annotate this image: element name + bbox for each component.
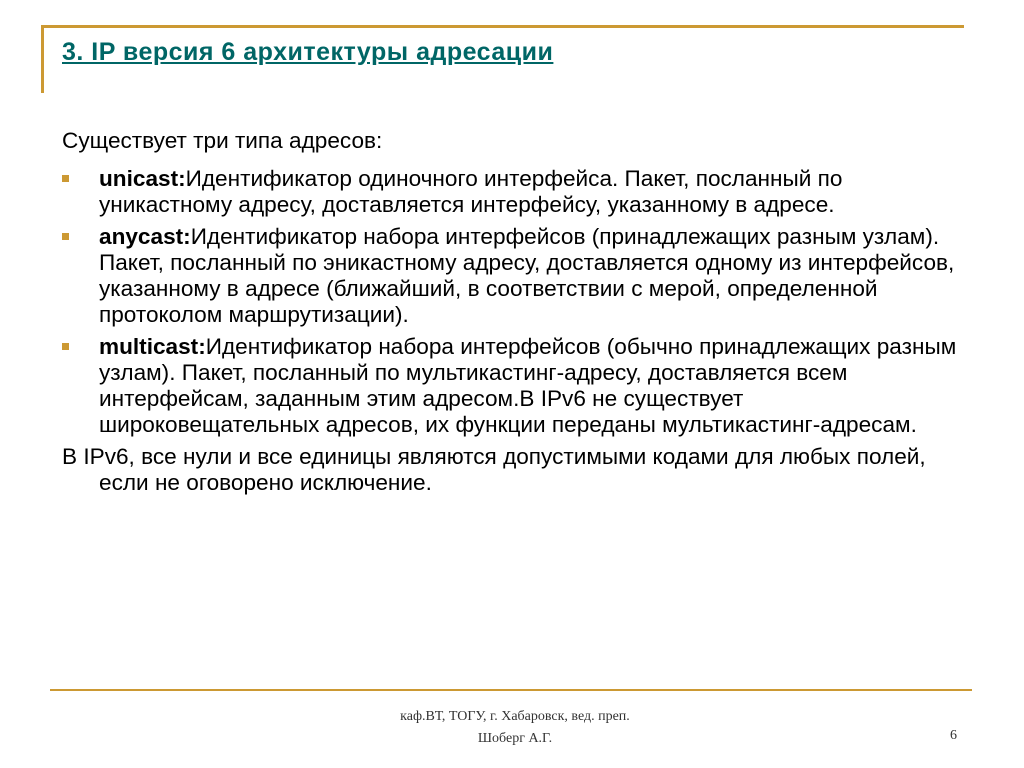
bullet-text: Идентификатор одиночного интерфейса. Пакет, посланный по уникастному адресу, доставляется интерфейсу, указанному в адресе. [99,166,843,217]
square-bullet-icon [62,343,69,350]
bullet-unicast [62,166,962,218]
footer-line-1: каф.ВТ, ТОГУ, г. Хабаровск, вед. преп. [400,709,630,724]
closing-text: В IPv6, все нули и все единицы являются допустимыми кодами для любых полей, если не оговорено исключение. [62,444,926,495]
square-bullet-icon [62,233,69,240]
bullet-term: anycast: [99,224,191,249]
decorative-vertical-line [41,25,44,93]
bullet-anycast [62,224,962,328]
footer-divider [50,689,972,691]
decorative-top-line [41,25,964,28]
bullet-term: multicast: [99,334,206,359]
bullet-term: unicast: [99,166,186,191]
bullet-text: Идентификатор набора интерфейсов (обычно принадлежащих разным узлам). Пакет, посланный по мультикастинг-адресу, доставляется всем интерфейсам, заданным этим адресом.В IPv6 не существует широковещательных адресов, их функции переданы мультикастинг-адресам. [99,334,957,437]
page-number: 6 [950,728,957,743]
bullet-text: Идентификатор набора интерфейсов (принадлежащих разным узлам). Пакет, посланный по эникастному адресу, доставляется одному из интерфейсов, указанному в адресе (ближайший, в соответствии с мерой, определенной протоколом маршрутизации). [99,224,955,327]
intro-text: Существует три типа адресов: [62,128,383,153]
square-bullet-icon [62,175,69,182]
footer-line-2: Шоберг А.Г. [477,731,553,746]
bullet-multicast [62,334,962,438]
slide-content [62,128,962,500]
slide-title: 3. IP версия 6 архитектуры адресации [62,38,554,66]
footer [360,706,670,750]
